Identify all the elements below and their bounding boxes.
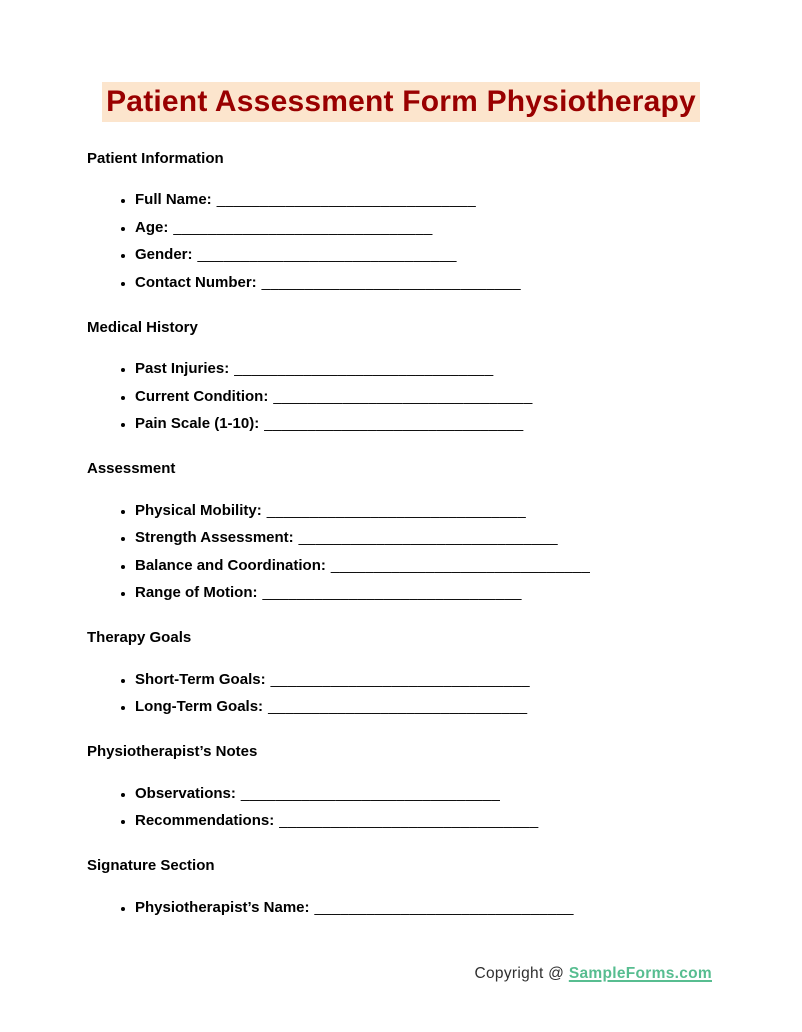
section-heading: Signature Section — [87, 857, 215, 874]
sampleforms-link[interactable]: SampleForms.com — [568, 965, 712, 982]
field-list — [87, 497, 712, 607]
field-list — [87, 666, 712, 721]
field-label: Balance and Coordination: — [135, 556, 326, 574]
field-label: Short-Term Goals: — [135, 670, 266, 688]
field-label: Recommendations: — [135, 812, 275, 829]
field-blank-line: ______________________________ — [268, 698, 528, 715]
form-section — [87, 318, 712, 438]
form-section — [87, 459, 712, 607]
form-field — [135, 214, 712, 242]
form-field — [135, 524, 712, 552]
section-heading: Medical History — [87, 318, 198, 336]
field-label: Observations: — [135, 784, 236, 802]
field-label: Contact Number: — [135, 273, 257, 291]
field-blank-line: ______________________________ — [314, 898, 574, 916]
field-blank-line: ______________________________ — [264, 415, 524, 432]
footer — [87, 962, 712, 986]
field-list — [87, 894, 712, 922]
field-blank-line: ______________________________ — [266, 501, 526, 519]
field-blank-line: ______________________________ — [216, 191, 476, 208]
form-field — [135, 269, 712, 297]
field-label: Long-Term Goals: — [135, 698, 264, 715]
field-blank-line: ______________________________ — [330, 556, 591, 574]
form-section — [87, 742, 712, 835]
field-list — [87, 355, 712, 438]
field-list — [87, 186, 712, 296]
field-blank-line: ______________________________ — [261, 273, 521, 291]
page-title: Patient Assessment Form Physiotherapy — [102, 82, 700, 122]
form-field — [135, 666, 712, 694]
form-field — [135, 383, 712, 411]
form-field — [135, 497, 712, 525]
field-label: Physiotherapist’s Name: — [135, 898, 310, 916]
form-content — [0, 149, 802, 987]
field-label: Gender: — [135, 246, 193, 263]
field-label: Current Condition: — [135, 387, 269, 405]
form-field — [135, 241, 712, 269]
form-field — [135, 186, 712, 214]
form-field — [135, 579, 712, 607]
field-label: Past Injuries: — [135, 360, 230, 377]
form-sections — [87, 149, 712, 922]
form-field — [135, 355, 712, 383]
form-section — [87, 149, 712, 297]
field-blank-line: ______________________________ — [173, 218, 433, 236]
section-heading: Patient Information — [87, 149, 224, 167]
form-field — [135, 693, 712, 721]
field-blank-line: ______________________________ — [298, 529, 558, 546]
form-field — [135, 552, 712, 580]
field-label: Age: — [135, 218, 169, 236]
field-blank-line: ______________________________ — [240, 784, 501, 802]
copyright-text: Copyright @ — [474, 965, 569, 982]
form-section — [87, 856, 712, 921]
field-blank-line: ______________________________ — [279, 812, 539, 829]
field-blank-line: ______________________________ — [270, 670, 530, 688]
field-blank-line: ______________________________ — [262, 584, 522, 601]
field-blank-line: ______________________________ — [273, 387, 533, 405]
field-blank-line: ______________________________ — [197, 246, 457, 263]
title-row — [0, 82, 802, 127]
field-label: Strength Assessment: — [135, 529, 294, 546]
field-label: Physical Mobility: — [135, 501, 262, 519]
section-heading: Therapy Goals — [87, 629, 192, 646]
field-label: Pain Scale (1-10): — [135, 415, 260, 432]
form-field — [135, 894, 712, 922]
form-field — [135, 410, 712, 438]
field-label: Full Name: — [135, 191, 212, 208]
section-heading: Physiotherapist’s Notes — [87, 743, 258, 760]
form-field — [135, 807, 712, 835]
section-heading: Assessment — [87, 460, 176, 477]
field-list — [87, 780, 712, 835]
field-blank-line: ______________________________ — [234, 360, 494, 377]
field-label: Range of Motion: — [135, 584, 258, 601]
form-field — [135, 780, 712, 808]
form-section — [87, 628, 712, 721]
